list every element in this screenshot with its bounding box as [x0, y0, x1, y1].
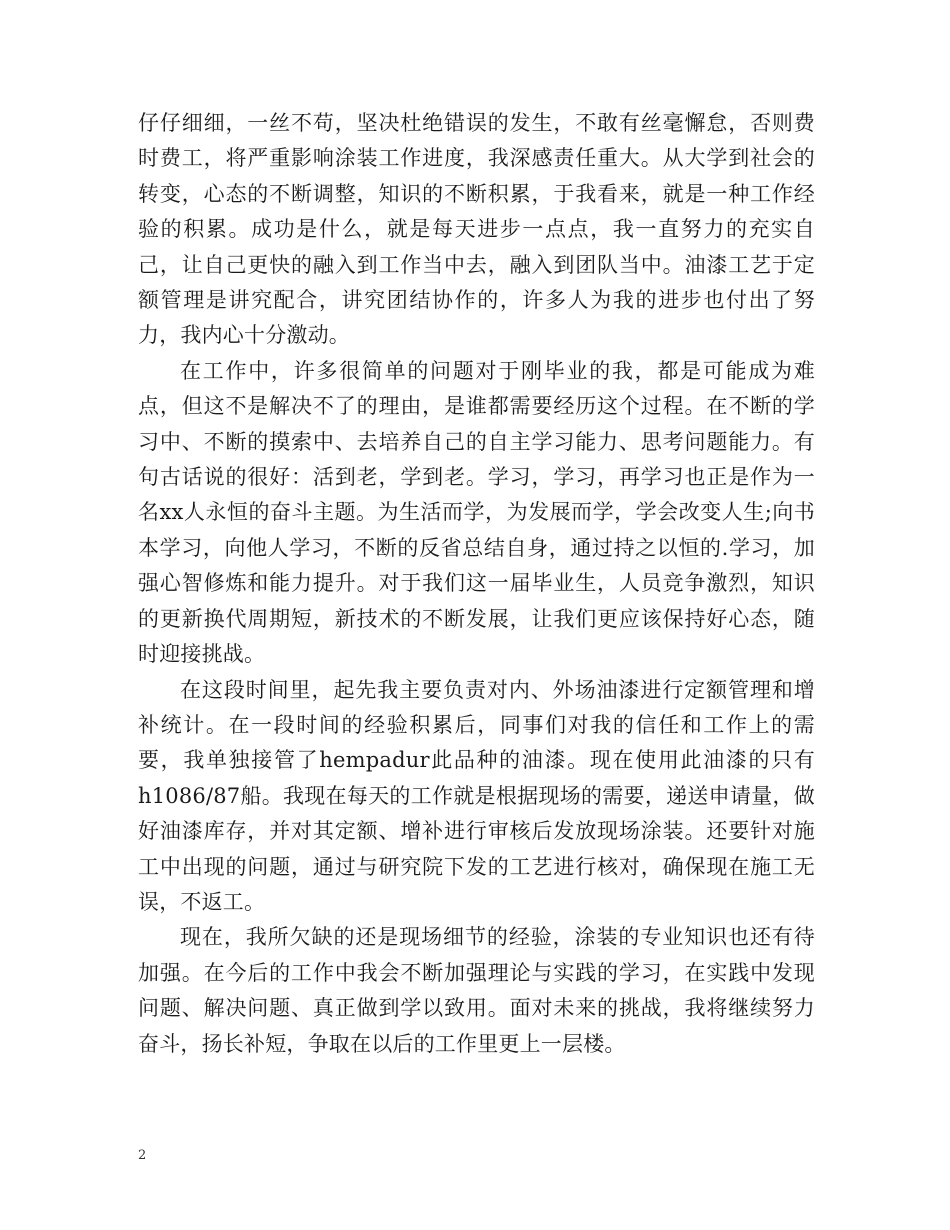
paragraph-responsibilities: 在这段时间里，起先我主要负责对内、外场油漆进行定额管理和增补统计。在一段时间的经验积累后，同事们对我的信任和工作上的需要，我单独接管了hempadur此品种的油漆。现在使用此油漆的只有h1086/87船。我现在每天的工作就是根据现场的需要，递送申请量，做好油漆库存，并对其定额、增补进行审核后发放现场涂装。还要针对施工中出现的问题，通过与研究院下发的工艺进行核对，确保现在施工无误，不返工。: [138, 677, 815, 914]
paragraph-learning: 在工作中，许多很简单的问题对于刚毕业的我，都是可能成为难点，但这不是解决不了的理由，是谁都需要经历这个过程。在不断的学习中、不断的摸索中、去培养自己的自主学习能力、思考问题能力。有句古话说的很好：活到老，学到老。学习，学习，再学习也正是作为一名xx人永恒的奋斗主题。为生活而学，为发展而学，学会改变人生;向书本学习，向他人学习，不断的反省总结自身，通过持之以恒的.学习，加强心智修炼和能力提升。对于我们这一届毕业生，人员竞争激烈，知识的更新换代周期短，新技术的不断发展，让我们更应该保持好心态，随时迎接挑战。: [138, 358, 815, 667]
paragraph-future: 现在，我所欠缺的还是现场细节的经验，涂装的专业知识也还有待加强。在今后的工作中我会不断加强理论与实践的学习，在实践中发现问题、解决问题、真正做到学以致用。面对未来的挑战，我将继续努力奋斗，扬长补短，争取在以后的工作里更上一层楼。: [138, 925, 815, 1056]
page-number: 2: [138, 1148, 147, 1163]
paragraph-continuation: 仔仔细细，一丝不苟，坚决杜绝错误的发生，不敢有丝毫懈怠，否则费时费工，将严重影响涂装工作进度，我深感责任重大。从大学到社会的转变，心态的不断调整，知识的不断积累，于我看来，就是一种工作经验的积累。成功是什么，就是每天进步一点点，我一直努力的充实自己，让自己更快的融入到工作当中去，融入到团队当中。油漆工艺于定额管理是讲究配合，讲究团结协作的，许多人为我的进步也付出了努力，我内心十分激动。: [138, 111, 815, 348]
document-body: [138, 106, 815, 1062]
